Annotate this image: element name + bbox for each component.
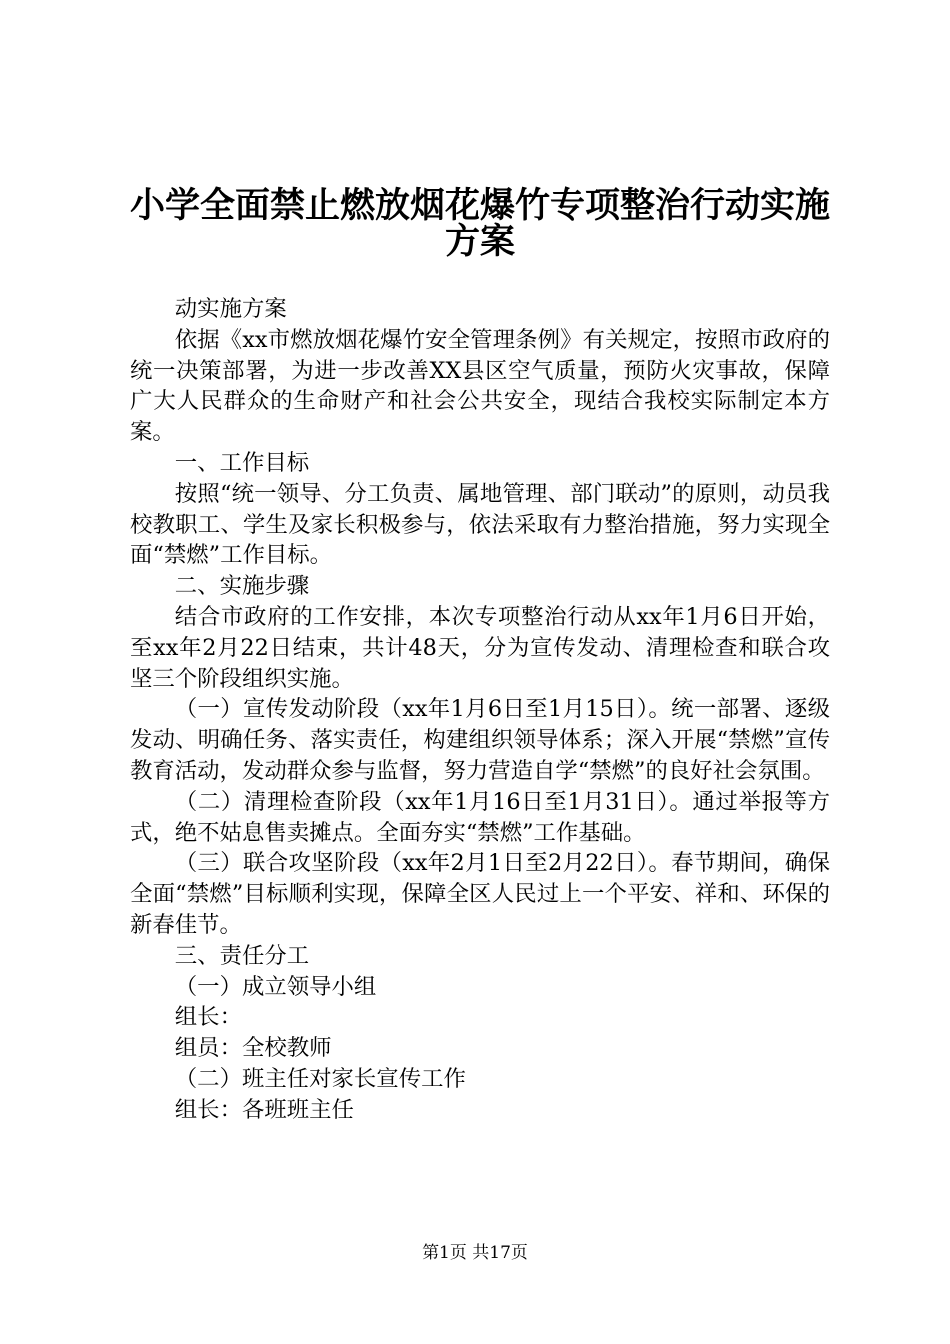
line-group-members: 组员：全校教师 — [174, 1035, 332, 1062]
paragraph-work-goals: 按照“统一领导、分工负责、属地管理、部门联动”的原则，动员我校教职工、学生及家长积极参与，依法采取有力整治措施，努力实现全面“禁燃”工作目标。 — [130, 480, 830, 569]
line-group-leader: 组长： — [174, 1004, 242, 1031]
subheading-parent-outreach: （二）班主任对家长宣传工作 — [174, 1065, 466, 1092]
subheading-leadership-group: （一）成立领导小组 — [174, 973, 377, 1000]
document-title-line-1: 小学全面禁止燃放烟花爆竹专项整治行动实施 — [129, 186, 830, 226]
paragraph-stage-three: （三）联合攻坚阶段（xx年2月1日至2月22日）。春节期间，确保全面“禁燃”目标顺利实现，保障全区人民过上一个平安、祥和、环保的新春佳节。 — [130, 850, 830, 938]
line-class-teacher-leader: 组长：各班班主任 — [174, 1096, 354, 1123]
heading-responsibilities: 三、责任分工 — [174, 942, 310, 969]
paragraph-stage-two: （二）清理检查阶段（xx年1月16日至1月31日）。通过举报等方式，绝不姑息售卖摊点。全面夯实“禁燃”工作基础。 — [130, 788, 830, 846]
heading-implementation-steps: 二、实施步骤 — [174, 573, 310, 600]
heading-work-goals: 一、工作目标 — [174, 449, 310, 476]
paragraph-stage-one: （一）宣传发动阶段（xx年1月6日至1月15日）。统一部署、逐级发动、明确任务、落实责任，构建组织领导体系；深入开展“禁燃”宣传教育活动，发动群众参与监督，努力营造自学“禁燃”的良好社会氛围。 — [130, 696, 830, 784]
paragraph-implementation-steps: 结合市政府的工作安排，本次专项整治行动从xx年1月6日开始，至xx年2月22日结束，共计48天，分为宣传发动、清理检查和联合攻坚三个阶段组织实施。 — [130, 603, 830, 692]
page-number-footer: 第1页 共17页 — [422, 1243, 528, 1263]
paragraph-subtitle: 动实施方案 — [174, 296, 287, 322]
document-body — [130, 294, 830, 1126]
document-title-line-2: 方案 — [444, 222, 515, 262]
paragraph-intro: 依据《xx市燃放烟花爆竹安全管理条例》有关规定，按照市政府的统一决策部署，为进一步改善XX县区空气质量，预防火灾事故，保障广大人民群众的生命财产和社会公共安全，现结合我校实际制定本方案。 — [130, 326, 830, 446]
